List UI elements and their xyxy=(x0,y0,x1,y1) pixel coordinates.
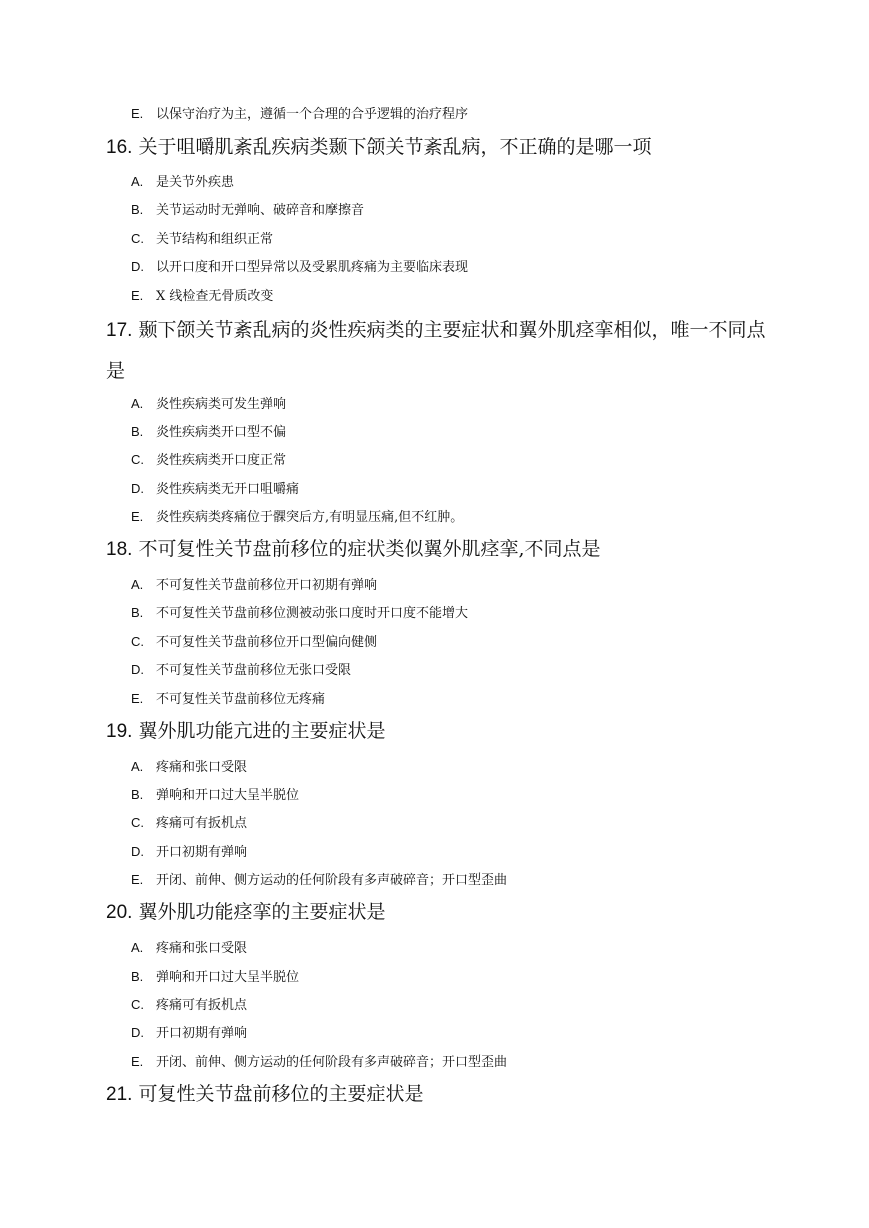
option-17-a xyxy=(131,394,286,415)
option-letter: E. xyxy=(131,1054,144,1069)
option-19-e xyxy=(131,870,507,891)
option-letter: D. xyxy=(131,481,144,496)
option-letter: B. xyxy=(131,424,144,439)
option-18-a xyxy=(131,575,377,596)
question-text: 颞下颌关节紊乱病的炎性疾病类的主要症状和翼外肌痉挛相似，唯一不同点是 xyxy=(106,319,766,382)
option-17-c xyxy=(131,450,286,471)
option-18-e xyxy=(131,689,325,710)
option-letter: B. xyxy=(131,605,144,620)
option-text: 弹响和开口过大呈半脱位 xyxy=(156,970,300,985)
option-letter: C. xyxy=(131,634,144,649)
option-16-d xyxy=(131,257,468,278)
option-letter: E. xyxy=(131,288,144,303)
question-20 xyxy=(106,894,766,931)
option-letter: D. xyxy=(131,259,144,274)
option-letter: B. xyxy=(131,202,144,217)
question-number: 16. xyxy=(106,137,133,158)
option-text: 炎性疾病类开口型不偏 xyxy=(156,425,287,440)
question-number: 18. xyxy=(106,539,133,560)
option-text: 不可复性关节盘前移位无张口受限 xyxy=(156,663,352,678)
option-letter: D. xyxy=(131,844,144,859)
option-letter: C. xyxy=(131,452,144,467)
option-text: 疼痛和张口受限 xyxy=(156,760,248,775)
option-text: 开闭、前伸、侧方运动的任何阶段有多声破碎音；开口型歪曲 xyxy=(156,1055,508,1070)
option-text: 疼痛可有扳机点 xyxy=(156,816,248,831)
option-20-a xyxy=(131,938,247,959)
option-text: 炎性疾病类开口度正常 xyxy=(156,453,287,468)
question-number: 21. xyxy=(106,1084,133,1105)
question-text: 翼外肌功能痉挛的主要症状是 xyxy=(138,901,386,923)
option-15-e xyxy=(131,104,468,125)
question-18 xyxy=(106,531,766,568)
option-18-b xyxy=(131,603,468,624)
question-text: 不可复性关节盘前移位的症状类似翼外肌痉挛,不同点是 xyxy=(138,538,601,560)
option-19-a xyxy=(131,757,247,778)
question-17 xyxy=(106,310,766,391)
option-19-d xyxy=(131,842,247,863)
option-text: 是关节外疾患 xyxy=(156,175,235,190)
option-letter: A. xyxy=(131,396,144,411)
option-text: 关节运动时无弹响、破碎音和摩擦音 xyxy=(156,203,365,218)
option-text: 不可复性关节盘前移位无疼痛 xyxy=(156,692,326,707)
option-19-c xyxy=(131,813,247,834)
option-17-d xyxy=(131,479,299,500)
question-16 xyxy=(106,129,766,166)
option-letter: A. xyxy=(131,577,144,592)
question-number: 20. xyxy=(106,902,133,923)
option-letter: E. xyxy=(131,106,144,121)
option-text: 不可复性关节盘前移位开口初期有弹响 xyxy=(156,578,378,593)
option-text: 疼痛可有扳机点 xyxy=(156,998,248,1013)
option-20-c xyxy=(131,995,247,1016)
option-20-e xyxy=(131,1052,507,1073)
option-letter: A. xyxy=(131,759,144,774)
option-letter: E. xyxy=(131,691,144,706)
option-letter: A. xyxy=(131,940,144,955)
option-20-d xyxy=(131,1023,247,1044)
option-letter: E. xyxy=(131,509,144,524)
question-number: 17. xyxy=(106,320,133,341)
option-text: 弹响和开口过大呈半脱位 xyxy=(156,788,300,803)
option-18-d xyxy=(131,660,351,681)
option-16-e xyxy=(131,286,273,307)
option-letter: D. xyxy=(131,1025,144,1040)
option-letter: C. xyxy=(131,815,144,830)
option-text: 开口初期有弹响 xyxy=(156,1026,248,1041)
option-text: 炎性疾病类无开口咀嚼痛 xyxy=(156,482,300,497)
option-text: 不可复性关节盘前移位测被动张口度时开口度不能增大 xyxy=(156,606,469,621)
option-text: 不可复性关节盘前移位开口型偏向健侧 xyxy=(156,635,378,650)
question-21 xyxy=(106,1076,766,1113)
option-letter: B. xyxy=(131,969,144,984)
option-text: X 线检查无骨质改变 xyxy=(156,289,274,304)
option-letter: C. xyxy=(131,997,144,1012)
question-text: 可复性关节盘前移位的主要症状是 xyxy=(138,1083,424,1105)
option-letter: A. xyxy=(131,174,144,189)
question-19 xyxy=(106,713,766,750)
option-text: 疼痛和张口受限 xyxy=(156,941,248,956)
option-16-c xyxy=(131,229,273,250)
option-text: 开口初期有弹响 xyxy=(156,845,248,860)
option-17-b xyxy=(131,422,286,443)
option-text: 炎性疾病类可发生弹响 xyxy=(156,397,287,412)
option-19-b xyxy=(131,785,299,806)
option-letter: C. xyxy=(131,231,144,246)
option-text: 关节结构和组织正常 xyxy=(156,232,274,247)
option-letter: D. xyxy=(131,662,144,677)
option-16-a xyxy=(131,172,234,193)
option-letter: B. xyxy=(131,787,144,802)
option-16-b xyxy=(131,200,364,221)
option-20-b xyxy=(131,967,299,988)
option-text: 炎性疾病类疼痛位于髁突后方,有明显压痛,但不红肿。 xyxy=(156,510,464,525)
option-text: 以保守治疗为主，遵循一个合理的合乎逻辑的治疗程序 xyxy=(156,107,469,122)
option-letter: E. xyxy=(131,872,144,887)
option-text: 以开口度和开口型异常以及受累肌疼痛为主要临床表现 xyxy=(156,260,469,275)
question-text: 关于咀嚼肌紊乱疾病类颞下颌关节紊乱病，不正确的是哪一项 xyxy=(138,136,652,158)
question-number: 19. xyxy=(106,721,133,742)
option-text: 开闭、前伸、侧方运动的任何阶段有多声破碎音；开口型歪曲 xyxy=(156,873,508,888)
option-17-e xyxy=(131,507,463,528)
option-18-c xyxy=(131,632,377,653)
question-text: 翼外肌功能亢进的主要症状是 xyxy=(138,720,386,742)
